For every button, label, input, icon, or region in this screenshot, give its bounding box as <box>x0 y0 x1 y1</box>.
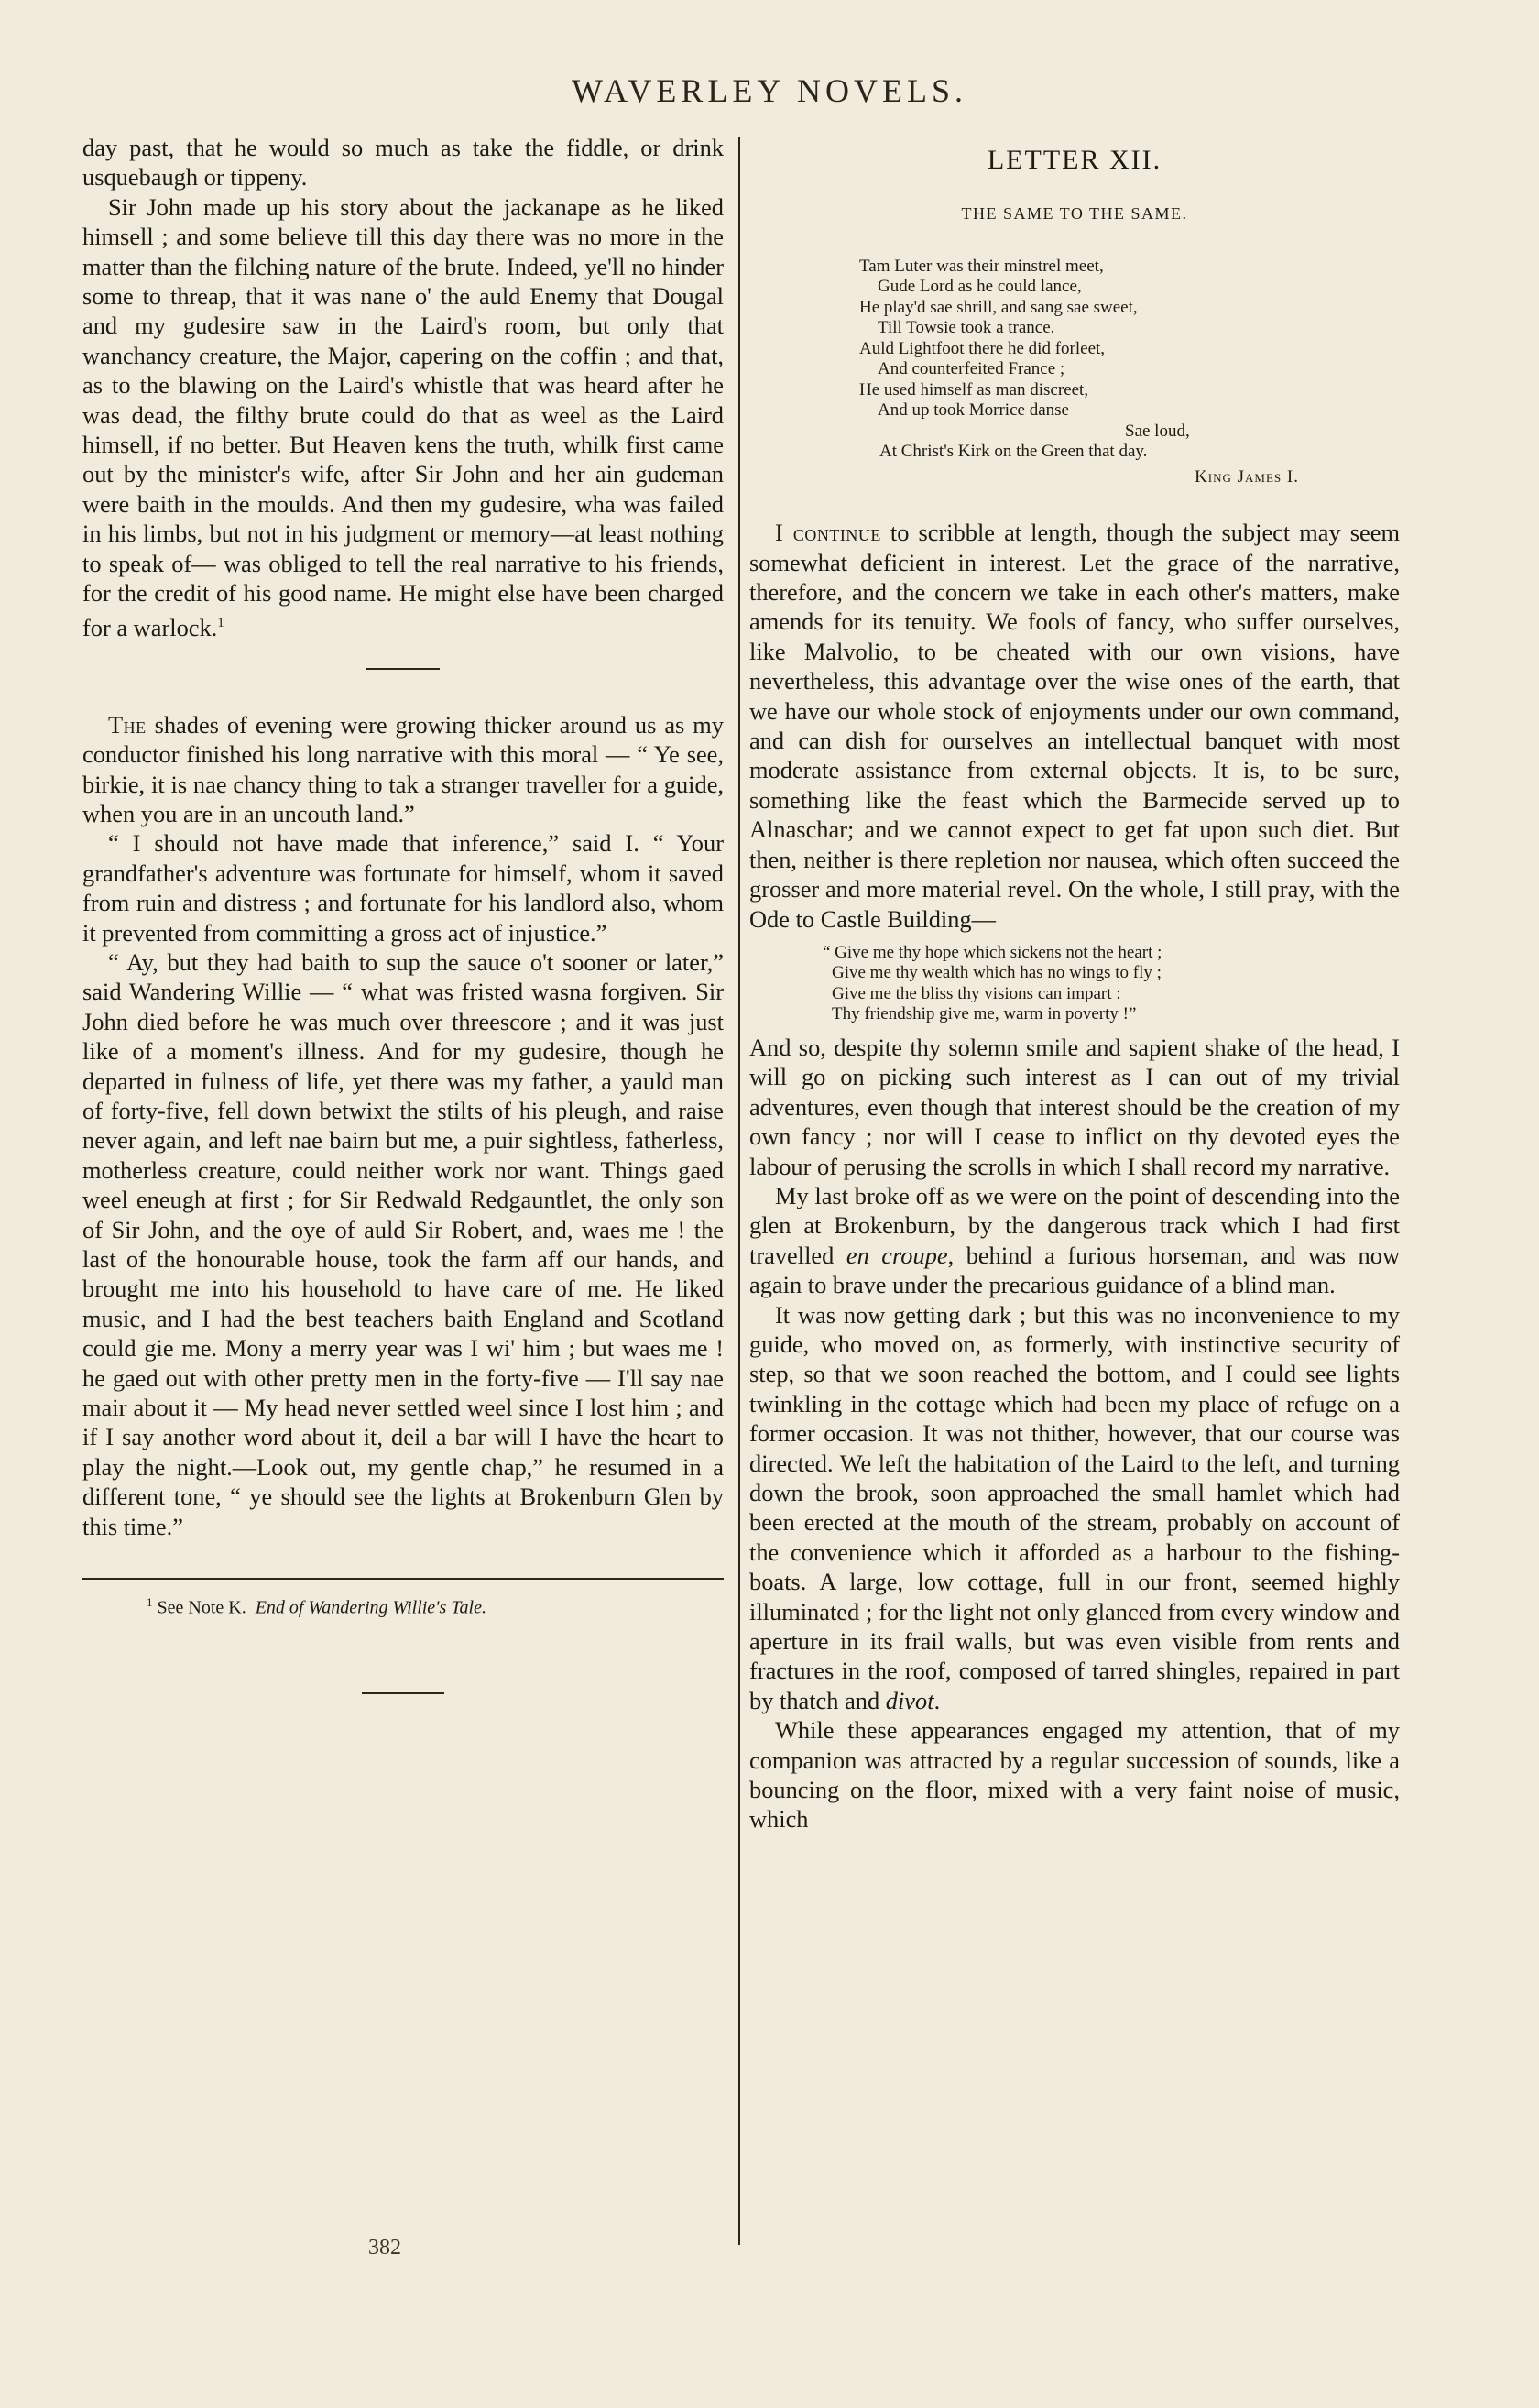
left-paragraph-4: “ I should not have made that inference,” said I. “ Your grandfather's adventure was fortunate for himself, whom it saved from ruin and distress ; and fortunate for his landlord also, whom it prevented from committing a gross act of injustice.” <box>82 829 724 947</box>
letter-title: LETTER XII. <box>987 145 1162 175</box>
right-paragraph-3-em: en croupe <box>846 1241 948 1269</box>
poem-line: Sae loud, <box>1125 421 1190 441</box>
footnote-number: 1 <box>147 1594 153 1609</box>
right-paragraph-4-text: It was now getting dark ; but this was no inconvenience to my guide, who moved on, as formerly, with instinctive security of step, so that we soon reached the bottom, and I could see lights twinkling in the cottage which had been my place of refuge on a former occasion. It was not thither, however, that our course was directed. We left the habitation of the Laird to the left, and turning down the brook, soon approached the small hamlet which had been erected at the mouth of the stream, probably on account of the convenience which it afforded as a harbour to the fishing-boats. A large, low cottage, full in our front, seemed highly illuminated ; for the light not only glanced from every window and aperture in its frail walls, but was even visible from rents and fractures in the roof, composed of tarred shingles, repaired in part by thatch and <box>749 1300 1400 1714</box>
footnote-end-tale: End of Wandering Willie's Tale. <box>255 1597 486 1618</box>
left-paragraph-2-text: Sir John made up his story about the jackanape as he liked himsell ; and some believe till this day there was no more in the matter than the filching nature of the brute. Indeed, ye'll no hinder some to threap, that it was nane o' the auld Enemy that Dougal and my gudesire saw in the Laird's room, but only that wanchancy creature, the Major, capering on the coffin ; and that, as to the blawing on the Laird's whistle that was heard after he was dead, the filthy brute could do that as weel as the Laird himsell, if no better. But Heaven kens the truth, whilk first came out by the minister's wife, after Sir John and her ain gudeman were baith in the moulds. And then my gudesire, wha was failed in his limbs, but not in his judgment or memory—at least nothing to speak of— was obliged to tell the real narrative to his friends, for the credit of his good name. He might else have been charged for a warlock. <box>82 192 724 641</box>
poem-line: At Christ's Kirk on the Green that day. <box>879 442 1148 462</box>
poem-line: He used himself as man discreet, <box>859 379 1089 400</box>
right-paragraph-1-text: to scribble at length, though the subject may seem somewhat deficient in interest. Let the grace of the narrative, therefore, and the concern we take in each other's matters, make amends for its tenuity. We fools of fancy, who suffer ourselves, like Malvolio, to be cheated with our own visions, have nevertheless, this advantage over the wise ones of the earth, that we have our whole stock of enjoyments under our own command, and can dish for ourselves an intellectual banquet with most moderate assistance from external objects. It is, to be sure, something like the feast which the Barmecide served up to Alnaschar; and we cannot expect to get fat upon such diet. But then, neither is there repletion nor nausea, which often succeed the grosser and more material revel. On the whole, I still pray, with the Ode to Castle Building— <box>749 519 1400 933</box>
poem-line: Gude Lord as he could lance, <box>878 277 1082 297</box>
epigraph-attribution: King James I. <box>1195 466 1299 487</box>
running-head: WAVERLEY NOVELS. <box>572 72 967 109</box>
footnote-rule <box>82 1578 724 1580</box>
footnote-text: See Note K. <box>157 1597 246 1618</box>
right-paragraph-4-em: divot <box>885 1686 934 1714</box>
ode-quotation <box>823 943 1400 1025</box>
section-separator <box>366 668 440 670</box>
ode-line: Give me thy wealth which has no wings to fly ; <box>832 963 1162 983</box>
left-paragraph-2 <box>82 192 724 642</box>
letter-subtitle: THE SAME TO THE SAME. <box>961 204 1188 224</box>
poem-line: He play'd sae shrill, and sang sae sweet, <box>859 297 1138 317</box>
right-paragraph-3-b: , behind a furious horseman, and was now again to brave under the precarious guidance of a blind man. <box>749 1241 1401 1299</box>
footnote <box>82 1591 724 1620</box>
right-paragraph-1-lead: I continue <box>775 519 881 547</box>
left-paragraph-3-text: shades of evening were growing thicker around us as my conductor finished his long narrative with this moral — “ Ye see, birkie, it is nae chancy thing to tak a stranger traveller for a guide, when you are in an uncouth land.” <box>82 710 724 827</box>
right-column <box>749 133 1400 1834</box>
footnote-ref: 1 <box>217 615 224 630</box>
poem-line: And up took Morrice danse <box>878 400 1069 421</box>
right-paragraph-4-end: . <box>933 1686 941 1714</box>
right-paragraph-2: And so, despite thy solemn smile and sapient shake of the head, I will go on picking such interest as I can out of my trivial adventures, even though that interest should be the creation of my own fancy ; nor will I cease to inflict on thy devoted eyes the labour of perusing the scrolls in which I shall record my narrative. <box>749 1033 1400 1180</box>
ode-line: Thy friendship give me, warm in poverty !” <box>832 1004 1137 1024</box>
poem-line: Auld Lightfoot there he did forleet, <box>859 338 1106 358</box>
left-paragraph-5: “ Ay, but they had baith to sup the sauce o't sooner or later,” said Wandering Willie — “ what was fristed wasna forgiven. Sir John died before he was much over threescore ; and it was just like of a moment's illness. And for my gudesire, though he departed in fulness of life, yet there was my father, a yauld man of forty-five, fell down betwixt the stilts of his pleugh, and raise never again, and left nae bairn but me, a puir sightless, fatherless, motherless creature, could neither work nor want. Things gaed weel eneugh at first ; for Sir Redwald Redgauntlet, the only son of Sir John, and the oye of auld Sir Robert, and, waes me ! the last of the honourable house, took the farm aff our hands, and brought me into his household to have care of me. He liked music, and I had the best teachers baith England and Scotland could gie me. Mony a merry year was I wi' him ; but waes me ! he gaed out with other pretty men in the forty-five — I'll say nae mair about it — My head never settled weel since I lost him ; and if I say another word about it, deil a bar will I have the heart to play the night.—Look out, my gentle chap,” he resumed in a different tone, “ ye should see the lights at Brokenburn Glen by this time.” <box>82 947 724 1540</box>
ode-line: “ Give me thy hope which sickens not the heart ; <box>823 942 1162 962</box>
bottom-separator <box>362 1692 444 1694</box>
right-paragraph-5: While these appearances engaged my attention, that of my companion was attracted by a regular succession of sounds, like a bouncing on the floor, mixed with a very faint noise of music, which <box>749 1716 1400 1833</box>
left-paragraph-3-lead: The <box>108 710 147 739</box>
page-number: 382 <box>368 2236 401 2260</box>
column-divider <box>738 137 740 2245</box>
left-paragraph-1: day past, that he would so much as take the fiddle, or drink usquebaugh or tippeny. <box>82 134 724 192</box>
right-paragraph-3 <box>749 1181 1400 1300</box>
left-paragraph-3 <box>82 710 724 829</box>
poem-line: And counterfeited France ; <box>878 359 1065 379</box>
poem-line: Till Towsie took a trance. <box>878 318 1055 338</box>
ode-line: Give me the bliss thy visions can impart : <box>832 983 1121 1003</box>
right-paragraph-4 <box>749 1300 1400 1716</box>
right-paragraph-1 <box>749 518 1400 934</box>
epigraph-poem <box>859 257 1400 463</box>
poem-line: Tam Luter was their minstrel meet, <box>859 256 1104 276</box>
right-paragraph-3-a: My last broke off as we were on the point of descending into the glen at Brokenburn, by the dangerous track which I had first travelled <box>749 1181 1400 1269</box>
left-column <box>82 133 724 1694</box>
